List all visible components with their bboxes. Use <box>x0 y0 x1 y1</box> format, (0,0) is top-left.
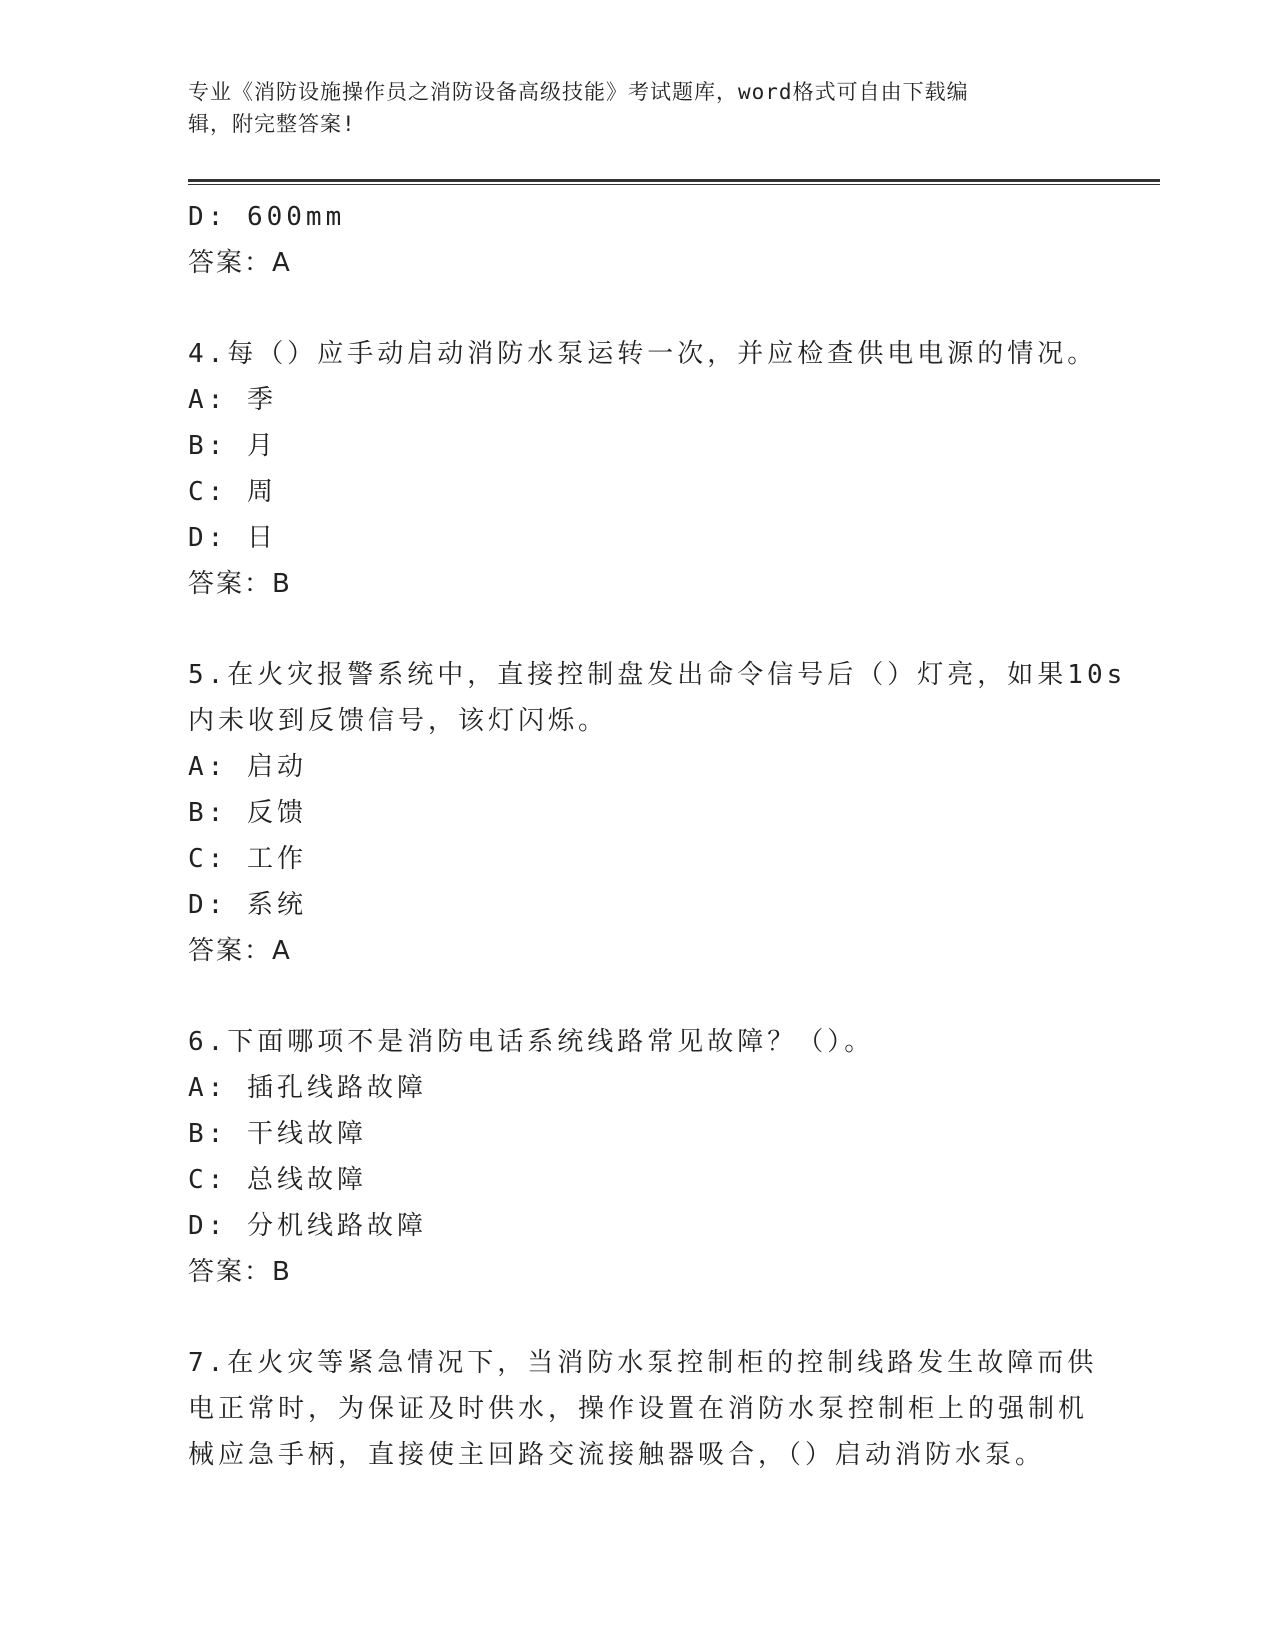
answer <box>188 928 1108 974</box>
answer-label: 答案： <box>188 936 273 966</box>
prev-option-d: D: 600mm <box>188 202 346 232</box>
answer-label: 答案： <box>188 569 273 599</box>
question-text-cont: 械应急手柄，直接使主回路交流接触器吸合，（）启动消防水泵。 <box>188 1440 1046 1470</box>
answer-label: 答案： <box>188 248 273 278</box>
question-4 <box>188 331 1108 607</box>
option-b: B: 月 <box>188 431 277 461</box>
question-text-cont: 电正常时，为保证及时供水，操作设置在消防水泵控制柜上的强制机 <box>188 1394 1089 1424</box>
option-d: D: 日 <box>188 523 277 553</box>
answer-value: B <box>272 1257 292 1287</box>
answer-label: 答案： <box>188 1257 273 1287</box>
option-c: C: 周 <box>188 477 277 507</box>
header-rule-thick <box>188 179 1160 182</box>
header-line-2: 辑，附完整答案! <box>188 112 356 136</box>
option-c: C: 总线故障 <box>188 1165 367 1195</box>
question-text: 7.在火灾等紧急情况下，当消防水泵控制柜的控制线路发生故障而供 <box>188 1348 1098 1378</box>
prev-answer <box>188 240 1108 286</box>
option-d: D: 分机线路故障 <box>188 1211 427 1241</box>
question-text: 6.下面哪项不是消防电话系统线路常见故障？（）。 <box>188 1027 875 1057</box>
option-a: A: 启动 <box>188 752 307 782</box>
question-text: 4.每（）应手动启动消防水泵运转一次，并应检查供电电源的情况。 <box>188 339 1098 369</box>
question-5 <box>188 652 1127 974</box>
answer <box>188 561 1108 607</box>
header-line-1: 专业《消防设施操作员之消防设备高级技能》考试题库，word格式可自由下载编 <box>188 80 969 104</box>
option-a: A: 季 <box>188 385 277 415</box>
answer <box>188 1249 1108 1295</box>
option-d: D: 系统 <box>188 890 307 920</box>
question-text-cont: 内未收到反馈信号，该灯闪烁。 <box>188 706 609 736</box>
option-b: B: 反馈 <box>188 798 307 828</box>
option-a: A: 插孔线路故障 <box>188 1073 427 1103</box>
header-rule-thin <box>188 184 1160 185</box>
question-text: 5.在火灾报警系统中，直接控制盘发出命令信号后（）灯亮，如果10s <box>188 660 1127 690</box>
document-header <box>188 76 1068 140</box>
answer-value: A <box>272 248 292 278</box>
answer-value: B <box>272 569 292 599</box>
answer-value: A <box>272 936 292 966</box>
option-b: B: 干线故障 <box>188 1119 367 1149</box>
question-7 <box>188 1340 1108 1478</box>
option-c: C: 工作 <box>188 844 307 874</box>
question-6 <box>188 1019 1108 1295</box>
question-content <box>188 194 1127 1478</box>
